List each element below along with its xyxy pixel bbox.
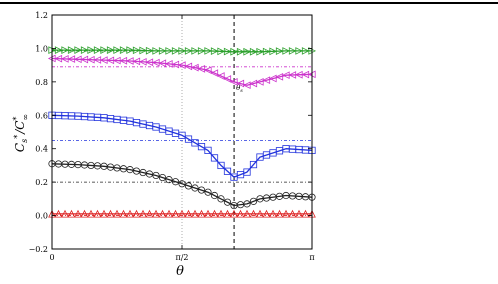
svg-text:Cs*/C*∞: [12, 114, 30, 152]
x-tick-label: 0: [49, 253, 55, 262]
theta-s-annotation: $\theta_s$: [236, 84, 243, 95]
y-tick-label: 1.0: [35, 44, 48, 54]
y-label-sub-2: ∞: [21, 113, 30, 121]
y-axis-label: [12, 114, 30, 152]
y-tick-label: −0.2: [28, 245, 48, 254]
y-label-sup-1: *: [13, 134, 22, 139]
y-label-base-1: C: [13, 142, 27, 153]
x-tick-label: π: [309, 253, 315, 262]
y-tick-label: 0.4: [35, 144, 48, 154]
y-label-sub-1: s: [20, 138, 29, 143]
y-label-sup-2: *: [12, 116, 21, 121]
y-tick-label: 0.8: [35, 77, 48, 87]
y-label-base-2: C: [13, 120, 27, 130]
series-2-line: [52, 115, 312, 177]
x-axis-label: θ: [176, 264, 184, 279]
y-tick-label: 1.2: [35, 11, 48, 20]
plot-area: [49, 15, 315, 249]
y-tick-label: 0.2: [35, 178, 48, 188]
y-tick-label: 0.6: [35, 111, 48, 121]
y-label-slash: /: [13, 129, 27, 134]
series-3-line: [52, 164, 312, 206]
y-tick-label: 0.0: [35, 211, 48, 221]
x-tick-label: π/2: [175, 253, 189, 262]
